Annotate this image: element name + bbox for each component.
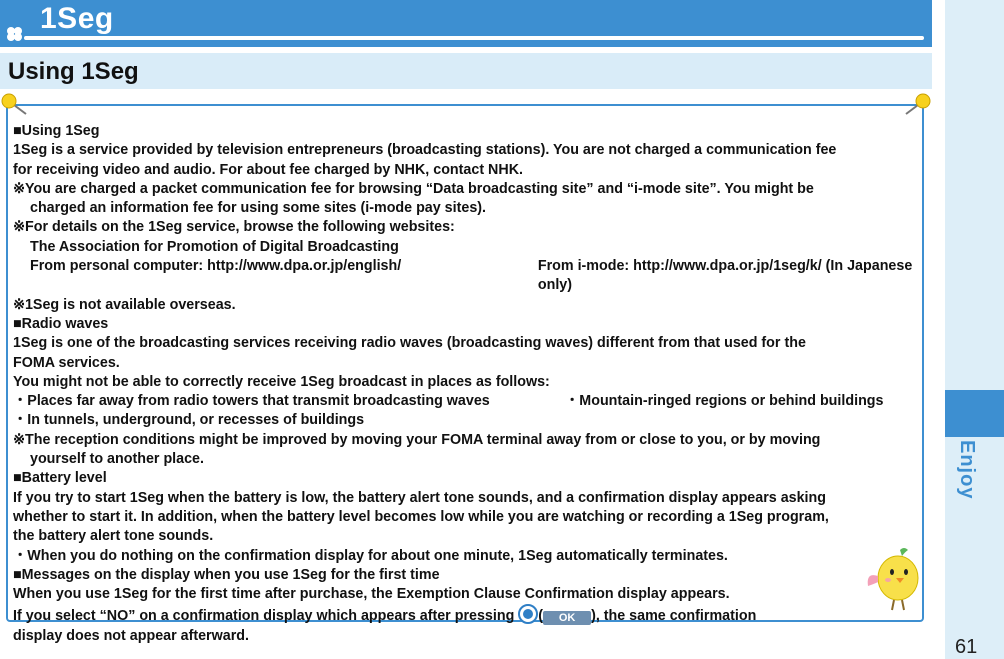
website-row [13,257,923,296]
note-line: yourself to another place. [30,451,204,468]
note-line: ※The reception conditions might be improved by moving your FOMA terminal away from or close to you, or by moving [13,431,821,448]
paragraph-line: FOMA services. [13,354,120,371]
header-underline [24,36,924,40]
bullet-item: ・Places far away from radio towers that transmit broadcasting waves [13,393,490,410]
paragraph-line: 1Seg is a service provided by television entrepreneurs (broadcasting stations). You are not charged a communication fee [13,142,837,159]
paragraph-line: When you use 1Seg for the first time after purchase, the Exemption Clause Confirmation display appears. [13,586,730,603]
pushpin-icon [902,92,932,118]
note-line: ※For details on the 1Seg service, browse the following websites: [13,219,455,236]
note-line: ※You are charged a packet communication fee for browsing “Data broadcasting site” and “i-mode site”. You might be [13,180,814,197]
section-bar [0,53,932,89]
center-key-icon [518,604,538,624]
ok-key-icon: OK [543,611,591,625]
paragraph-line: for receiving video and audio. For about fee charged by NHK, contact NHK. [13,161,523,178]
website-pc-link[interactable]: From personal computer: http://www.dpa.or.jp/english/ [30,258,402,275]
paragraph-line: If you try to start 1Seg when the battery is low, the battery alert tone sounds, and a confirmation display appears asking [13,489,826,506]
note-line: charged an information fee for using some sites (i-mode pay sites). [30,200,487,217]
section-title: Using 1Seg [8,58,139,85]
chapter-title: 1Seg [40,2,114,35]
side-index-tab[interactable] [945,390,1004,437]
note-line: The Association for Promotion of Digital Broadcasting [30,238,399,255]
website-imode-link[interactable]: From i-mode: http://www.dpa.or.jp/1seg/k/ (In Japanese only) [537,258,913,294]
paragraph-line: You might not be able to correctly receive 1Seg broadcast in places as follows: [13,373,550,390]
content-text [13,122,923,646]
side-index-strip [945,0,1004,659]
paragraph-line: whether to start it. In addition, when the battery level becomes low while you are watching or recording a 1Seg program, [13,508,829,525]
heading-battery-level: ■Battery level [13,470,107,487]
bird-mascot-icon [864,546,926,616]
text-segment: ( [538,608,544,625]
bullet-row [13,392,923,411]
chapter-header [0,0,932,47]
text-segment: ), the same confirmation [591,608,757,625]
paragraph-line [13,604,923,626]
page-number: 61 [955,636,978,658]
pushpin-icon [0,92,30,118]
bullet-item: ・Mountain-ringed regions or behind buildings [565,393,884,410]
heading-first-time-messages: ■Messages on the display when you use 1Seg for the first time [13,566,440,583]
bullet-item: ・In tunnels, underground, or recesses of buildings [13,412,365,429]
heading-using-1seg: ■Using 1Seg [13,123,100,139]
paragraph-line: 1Seg is one of the broadcasting services receiving radio waves (broadcasting waves) different from that used for the [13,335,806,352]
clover-icon [4,24,26,44]
heading-radio-waves: ■Radio waves [13,315,109,332]
paragraph-line: the battery alert tone sounds. [13,528,214,545]
bullet-item: ・When you do nothing on the confirmation display for about one minute, 1Seg automatically terminates. [13,547,728,564]
text-segment: If you select “NO” on a confirmation display which appears after pressing [13,608,515,625]
note-line: ※1Seg is not available overseas. [13,296,236,313]
paragraph-line: display does not appear afterward. [13,627,249,644]
side-index-label: Enjoy [956,440,978,500]
